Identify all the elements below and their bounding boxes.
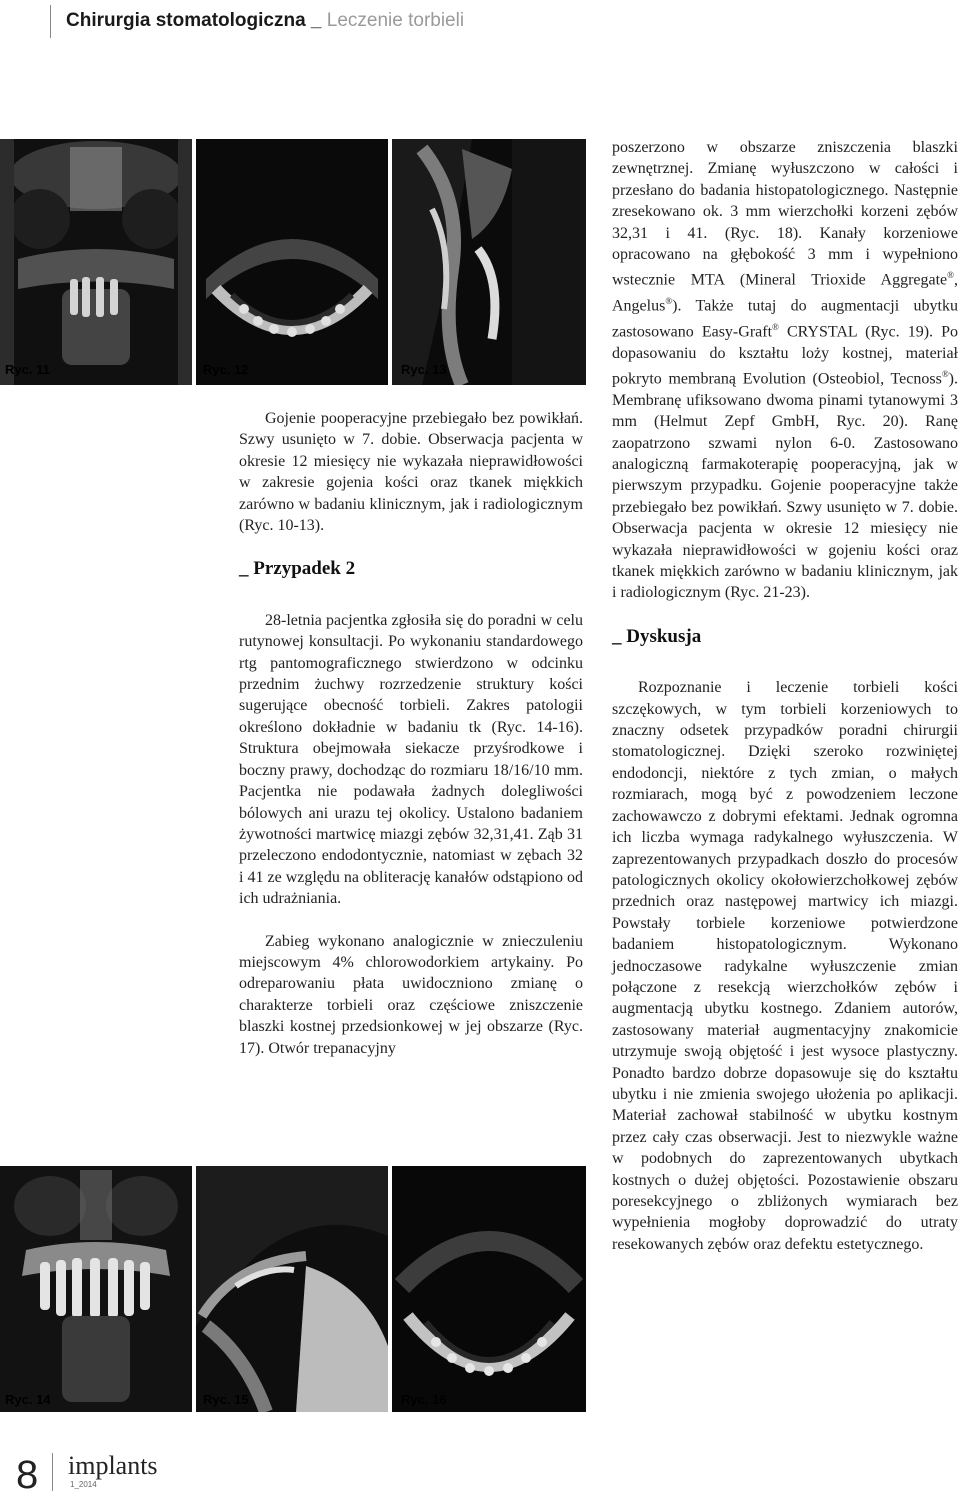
figure-ryc-15 [196,1166,388,1412]
caption-ryc-16: Ryc. 16 [401,1392,447,1407]
header-separator: _ [305,10,327,31]
paragraph-continuation: poszerzono w obszarze zniszczenia blaszki zewnętrznej. Zmianę wyłuszczono w całości i przesłano do badania histopatologicznego. Następnie zresekowano ok. 3 mm wierzchołki korzeni zębów 32,31 i 41. (Ryc. 18). Kanały korzeniowe opracowano na głębokość 3 mm i wypełniono wstecznie MTA (Mineral Trioxide Aggregate®, Angelus®). Także tutaj do augmentacji ubytku zastosowano Easy-Graft® CRYSTAL (Ryc. 19). Po dopasowaniu do kształtu loży kostnej, materiał pokryto membraną Evolution (Osteobiol, Tecnoss®). Membranę ufiksowano dwoma pinami tytanowymi 3 mm (Helmut Zepf GmbH, Ryc. 20). Ranę zaopatrzono szwami nylon 6-0. Zastosowano analogiczną farmakoterapię pooperacyjną, jak w pierwszym przypadku. Gojenie pooperacyjne także przebiegało bez powikłań. Szwy usunięto w 7. dobie. Obserwacja pacjenta w okresie 12 miesięcy nie wykazała nieprawidłowości w gojeniu kości oraz tkanek miękkich zarówno w badaniu klinicznym, jak i radiologicznym (Ryc. 21-23). [612,139,959,602]
figure-ryc-14 [0,1166,192,1412]
page-number: 8 [16,1453,39,1497]
caption-ryc-11: Ryc. 11 [5,362,50,377]
paragraph-case-2: 28-letnia pacjentka zgłosiła się do poradni w celu rutynowej konsultacji. Po wykonaniu standardowego rtg pantomograficznego stwierdzono w odcinku przednim żuchwy rozrzedzenie struktury kości sugerujące obecność torbieli. Zakres patologii określono dokładnie w badaniu tk (Ryc. 14-16). Struktura obejmowała siekacze przyśrodkowe i boczny prawy, dochodząc do rozmiaru 18/16/10 mm. Pacjentka nie podawała żadnych dolegliwości bólowych ani urazu tej okolicy. Ustalono badaniem żywotności martwicę miazgi zębów 32,31,41. Ząb 31 przeleczono endodontycznie, natomiast w zębach 32 i 41 ze względu na obliterację kanałów odstąpiono od ich udrażniania. [239,611,583,908]
figure-ryc-12 [196,139,388,385]
middle-column [239,408,583,1059]
caption-ryc-13: Ryc. 13 [401,362,447,377]
paragraph-discussion: Rozpoznanie i leczenie torbieli kości szczękowych, w tym torbieli korzeniowych to znaczny odsetek przypadków poradni chirurgii stomatologicznej. Dzięki szeroko rozwiniętej endodoncji, niektóre z tych zmian, o małych rozmiarach, mogą być z powodzeniem leczone zachowawczo z dobrymi efektami. Jednak ogromna ich liczba wymaga radykalnego wyłuszczenia. W zaprezentowanych przypadkach doszło do procesów patologicznych okolicy okołowierzchołkowej zębów przednich oraz następowej martwicy ich miazgi. Powstały torbiele korzeniowe potwierdzone badaniem histopatologicznym. Wykonano jednoczasowe radykalne wyłuszczenie zmian połączone z resekcją wierzchołków zębów i augmentacją ubytku kostnego. Zdaniem autorów, zastosowany materiał augmentacyjny znakomicie utrzymuje swoją objętość i jest wysoce plastyczny. Ponadto bardzo dobrze dopasowuje się do kształtu ubytku i nie zmienia swojego ułożenia po aplikacji. Materiał zachował stabilność w ubytku kostnym przez cały czas obserwacji. Jest to niezwykle ważne w podobnych do zaprezentowanych ubytkach kostnych o dużej objętości. Pozostawienie obszaru poresekcyjnego o zbliżonych wymiarach bez wypełnienia mogłoby doprowadzić do utraty resekowanych zębów oraz defektu estetycznego. [612,679,958,1253]
running-header [66,10,464,32]
paragraph-procedure: Zabieg wykonano analogicznie w znieczuleniu miejscowym 4% chlorowodorkiem artykainy. Po odreparowaniu płata uwidoczniono zmianę o charakterze torbieli oraz częściowe zniszczenie blaszki kostnej przedsionkowej w jej obszarze (Ryc. 17). Otwór trepanacyjny [239,932,583,1057]
header-subtitle: Leczenie torbieli [326,10,465,31]
figure-ryc-13 [392,139,586,385]
paragraph-healing: Gojenie pooperacyjne przebiegało bez powikłań. Szwy usunięto w 7. dobie. Obserwacja pacjenta w okresie 12 miesięcy nie wykazała nieprawidłowości w zakresie gojenia kości oraz tkanek miękkich zarówno w badaniu klinicznym, jak i radiologicznym (Ryc. 10-13). [239,410,583,535]
heading-discussion: _ Dyskusja [612,625,702,647]
right-column [612,137,958,1255]
caption-ryc-12: Ryc. 12 [203,362,249,377]
figure-ryc-16 [392,1166,586,1412]
heading-case-2: _ Przypadek 2 [239,558,356,580]
brand-logo: implants [68,1451,158,1480]
footer-rule [52,1453,53,1491]
header-title: Chirurgia stomatologiczna [66,10,306,31]
figure-ryc-11 [0,139,192,385]
caption-ryc-15: Ryc. 15 [203,1392,249,1407]
caption-ryc-14: Ryc. 14 [5,1392,51,1407]
header-rule [50,5,51,38]
issue-number: 1_2014 [70,1480,97,1489]
